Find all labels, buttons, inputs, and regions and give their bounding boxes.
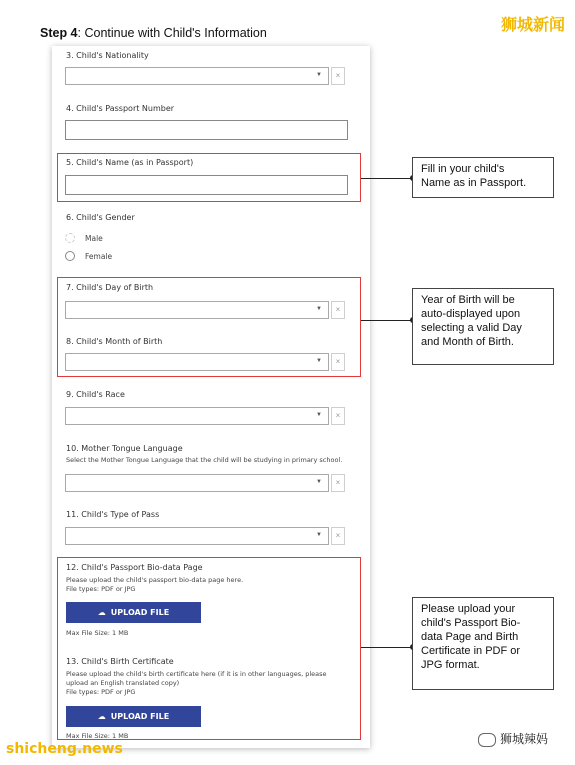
cloud-upload-icon: ☁ [97,712,106,721]
nationality-clear-button[interactable]: × [331,67,345,85]
step-heading: Step 4: Continue with Child's Information [40,26,267,40]
name-input[interactable] [65,175,348,195]
name-label: 5. Child's Name (as in Passport) [66,158,194,167]
note-line: Year of Birth will be [421,294,515,306]
birth-cert-help-2: upload an English translated copy) [66,679,180,687]
upload-note [412,597,554,690]
pass-type-label: 11. Child's Type of Pass [66,510,160,519]
race-clear-button[interactable]: × [331,407,345,425]
watermark-top: 狮城新闻 [500,15,565,34]
birth-note [412,288,554,365]
name-connector [361,178,413,179]
gender-male-label: Male [85,234,103,243]
note-line: auto-displayed upon [421,308,521,320]
day-of-birth-select[interactable] [65,301,329,319]
nationality-label: 3. Child's Nationality [66,51,149,60]
mother-tongue-select[interactable] [65,474,329,492]
chevron-down-icon: ▼ [316,412,322,418]
chevron-down-icon: ▼ [316,306,322,312]
biodata-label: 12. Child's Passport Bio-data Page [66,563,203,572]
mother-tongue-clear-button[interactable]: × [331,474,345,492]
birth-cert-help-1: Please upload the child's birth certificate here (if it is in other languages, please [66,670,327,678]
chat-bubble-icon [478,733,496,747]
biodata-max-size: Max File Size: 1 MB [66,629,129,637]
chevron-down-icon: ▼ [316,479,322,485]
nationality-select[interactable] [65,67,329,85]
note-line: Name as in Passport. [421,177,527,189]
note-line: Fill in your child's [421,163,505,175]
note-line: child's Passport Bio- [421,617,521,629]
pass-type-select[interactable] [65,527,329,545]
upload-connector [361,647,413,648]
cloud-upload-icon: ☁ [97,608,106,617]
passport-number-label: 4. Child's Passport Number [66,104,175,113]
day-of-birth-clear-button[interactable]: × [331,301,345,319]
chevron-down-icon: ▼ [316,358,322,364]
passport-number-input[interactable] [65,120,348,140]
note-line: selecting a valid Day [421,322,522,334]
chevron-down-icon: ▼ [316,72,322,78]
month-of-birth-label: 8. Child's Month of Birth [66,337,163,346]
note-line: JPG format. [421,659,480,671]
gender-male-radio[interactable] [65,233,75,243]
birth-cert-max-size: Max File Size: 1 MB [66,732,129,740]
month-of-birth-select[interactable] [65,353,329,371]
biodata-help: Please upload the child's passport bio-data page here. [66,576,244,584]
gender-female-label: Female [85,252,113,261]
day-of-birth-label: 7. Child's Day of Birth [66,283,154,292]
birth-cert-file-types: File types: PDF or JPG [66,688,136,696]
birth-connector [361,320,413,321]
pass-type-clear-button[interactable]: × [331,527,345,545]
birth-cert-upload-button[interactable]: ☁ UPLOAD FILE [66,706,201,727]
mother-tongue-help: Select the Mother Tongue Language that the child will be studying in primary school. [66,456,343,464]
name-note [412,157,554,198]
watermark-bottom-left: shicheng.news [6,741,123,757]
race-select[interactable] [65,407,329,425]
biodata-upload-button[interactable]: ☁ UPLOAD FILE [66,602,201,623]
race-label: 9. Child's Race [66,390,125,399]
biodata-file-types: File types: PDF or JPG [66,585,136,593]
mother-tongue-label: 10. Mother Tongue Language [66,444,183,453]
watermark-bottom-right: 狮城辣妈 [478,730,548,747]
birth-cert-label: 13. Child's Birth Certificate [66,657,174,666]
note-line: and Month of Birth. [421,336,514,348]
month-of-birth-clear-button[interactable]: × [331,353,345,371]
gender-label: 6. Child's Gender [66,213,135,222]
note-line: Certificate in PDF or [421,645,521,657]
note-line: Please upload your [421,603,516,615]
chevron-down-icon: ▼ [316,532,322,538]
gender-female-radio[interactable] [65,251,75,261]
note-line: data Page and Birth [421,631,519,643]
